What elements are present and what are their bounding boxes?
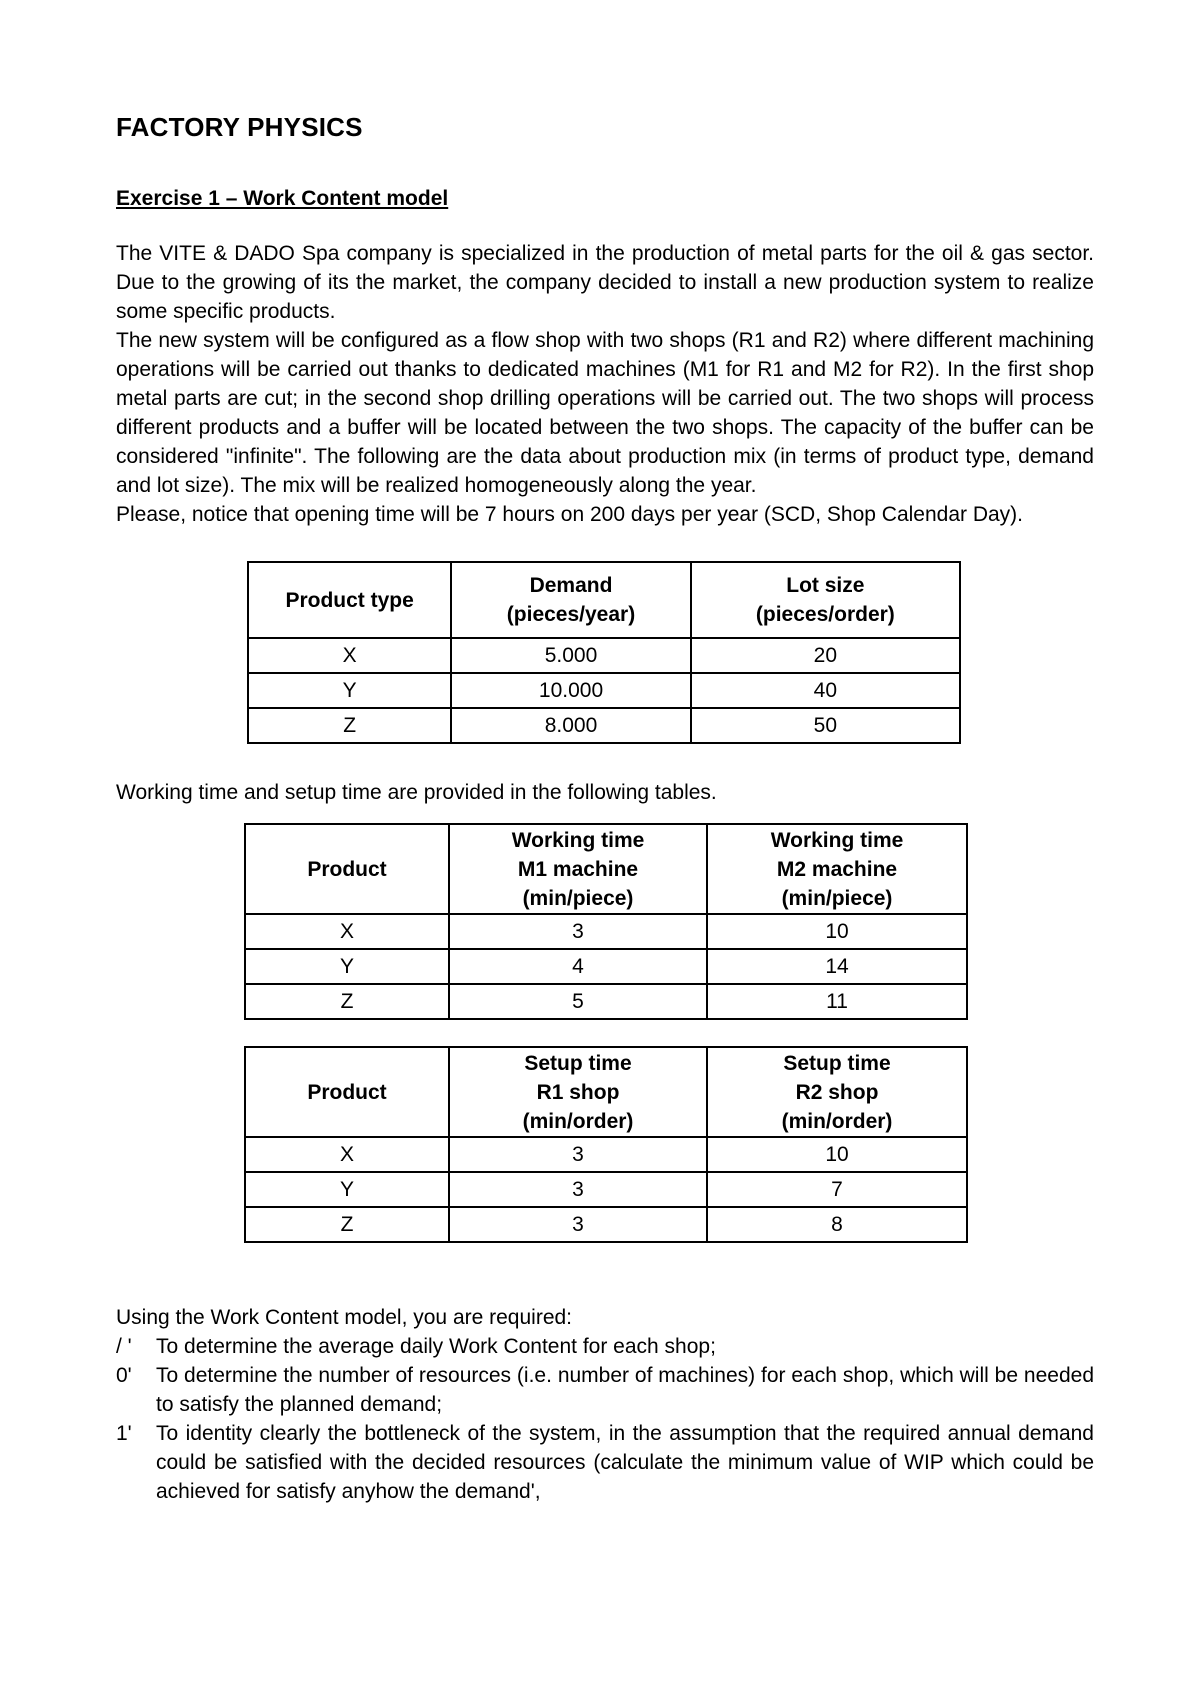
header-demand	[451, 562, 690, 638]
table-cell: Z	[245, 1207, 449, 1242]
table-cell: 4	[449, 949, 707, 984]
table-row	[245, 1172, 967, 1207]
table-row	[248, 673, 960, 708]
table-cell: 10	[707, 914, 967, 949]
header-label: Setup time R1 shop (min/order)	[522, 1051, 634, 1133]
table-cell: Z	[248, 708, 451, 743]
list-item	[116, 1419, 1094, 1506]
table-cell: Z	[245, 984, 449, 1019]
working-time-table	[244, 823, 968, 1020]
header-label: Product	[307, 857, 387, 881]
table-cell: 7	[707, 1172, 967, 1207]
header-lot-size	[691, 562, 960, 638]
table-cell: 50	[691, 708, 960, 743]
header-working-time-m2	[707, 824, 967, 914]
table-cell: 11	[707, 984, 967, 1019]
header-setup-time-r2	[707, 1047, 967, 1137]
table-header-row	[245, 1047, 967, 1137]
header-label: Setup time R2 shop (min/order)	[781, 1051, 893, 1133]
list-item-text: To determine the average daily Work Content for each shop;	[156, 1335, 716, 1358]
header-label: Product type	[285, 588, 414, 612]
table-cell: 3	[449, 1207, 707, 1242]
list-item	[116, 1332, 1094, 1361]
exercise-title: Exercise 1 – Work Content model	[116, 187, 449, 210]
table-row	[245, 1137, 967, 1172]
table-header-row	[248, 562, 960, 638]
table-cell: Y	[245, 949, 449, 984]
table-row	[245, 984, 967, 1019]
list-item-text: To determine the number of resources (i.e. number of machines) for each shop, which will be needed to satisfy the planned demand;	[156, 1364, 1094, 1416]
intro-paragraph-3: Please, notice that opening time will be 7 hours on 200 days per year (SCD, Shop Calendar Day).	[116, 503, 1023, 526]
document-page	[116, 112, 1094, 1506]
header-product	[245, 1047, 449, 1137]
list-item-number: 0'	[116, 1364, 132, 1387]
table-row	[248, 638, 960, 673]
tables-intro-paragraph: Working time and setup time are provided in the following tables.	[116, 781, 717, 804]
table-cell: Y	[245, 1172, 449, 1207]
table-cell: X	[248, 638, 451, 673]
production-mix-table	[247, 561, 961, 744]
requirements-intro: Using the Work Content model, you are required:	[116, 1306, 573, 1329]
list-item	[116, 1361, 1094, 1419]
table-cell: 5	[449, 984, 707, 1019]
table-row	[248, 708, 960, 743]
table-cell: 40	[691, 673, 960, 708]
table-cell: 10	[707, 1137, 967, 1172]
intro-paragraph-1: The VITE & DADO Spa company is specialized in the production of metal parts for the oil & gas sector. Due to the growing of its the market, the company decided to install a new production system to realize some specific products.	[116, 242, 1094, 323]
table-cell: 8.000	[451, 708, 690, 743]
header-working-time-m1	[449, 824, 707, 914]
table-cell: 8	[707, 1207, 967, 1242]
header-product-type	[248, 562, 451, 638]
table-cell: 3	[449, 1172, 707, 1207]
header-product	[245, 824, 449, 914]
table-cell: 10.000	[451, 673, 690, 708]
requirements-list	[116, 1332, 1094, 1506]
list-item-text: To identity clearly the bottleneck of the system, in the assumption that the required annual demand could be satisfied with the decided resources (calculate the minimum value of WIP which could be achieved for satisfy anyhow the demand',	[156, 1422, 1094, 1503]
intro-paragraph-2: The new system will be configured as a flow shop with two shops (R1 and R2) where different machining operations will be carried out thanks to dedicated machines (M1 for R1 and M2 for R2). In the first shop metal parts are cut; in the second shop drilling operations will be carried out. The two shops will process different products and a buffer will be located between the two shops. The capacity of the buffer can be considered "infinite". The following are the data about production mix (in terms of product type, demand and lot size). The mix will be realized homogeneously along the year.	[116, 329, 1094, 497]
header-setup-time-r1	[449, 1047, 707, 1137]
table-cell: 3	[449, 914, 707, 949]
header-label: Lot size (pieces/order)	[755, 574, 895, 626]
table-row	[245, 914, 967, 949]
table-cell: 14	[707, 949, 967, 984]
table-cell: 3	[449, 1137, 707, 1172]
table-cell: 5.000	[451, 638, 690, 673]
setup-time-table	[244, 1046, 968, 1243]
header-label: Working time M2 machine (min/piece)	[770, 828, 904, 910]
table-cell: Y	[248, 673, 451, 708]
list-item-number: / '	[116, 1335, 132, 1358]
header-label: Product	[307, 1080, 387, 1104]
table-row	[245, 949, 967, 984]
table-row	[245, 1207, 967, 1242]
list-item-number: 1'	[116, 1422, 132, 1445]
table-header-row	[245, 824, 967, 914]
table-cell: X	[245, 914, 449, 949]
table-cell: 20	[691, 638, 960, 673]
header-label: Demand (pieces/year)	[506, 574, 636, 626]
document-title: FACTORY PHYSICS	[116, 112, 363, 142]
table-cell: X	[245, 1137, 449, 1172]
header-label: Working time M1 machine (min/piece)	[511, 828, 645, 910]
